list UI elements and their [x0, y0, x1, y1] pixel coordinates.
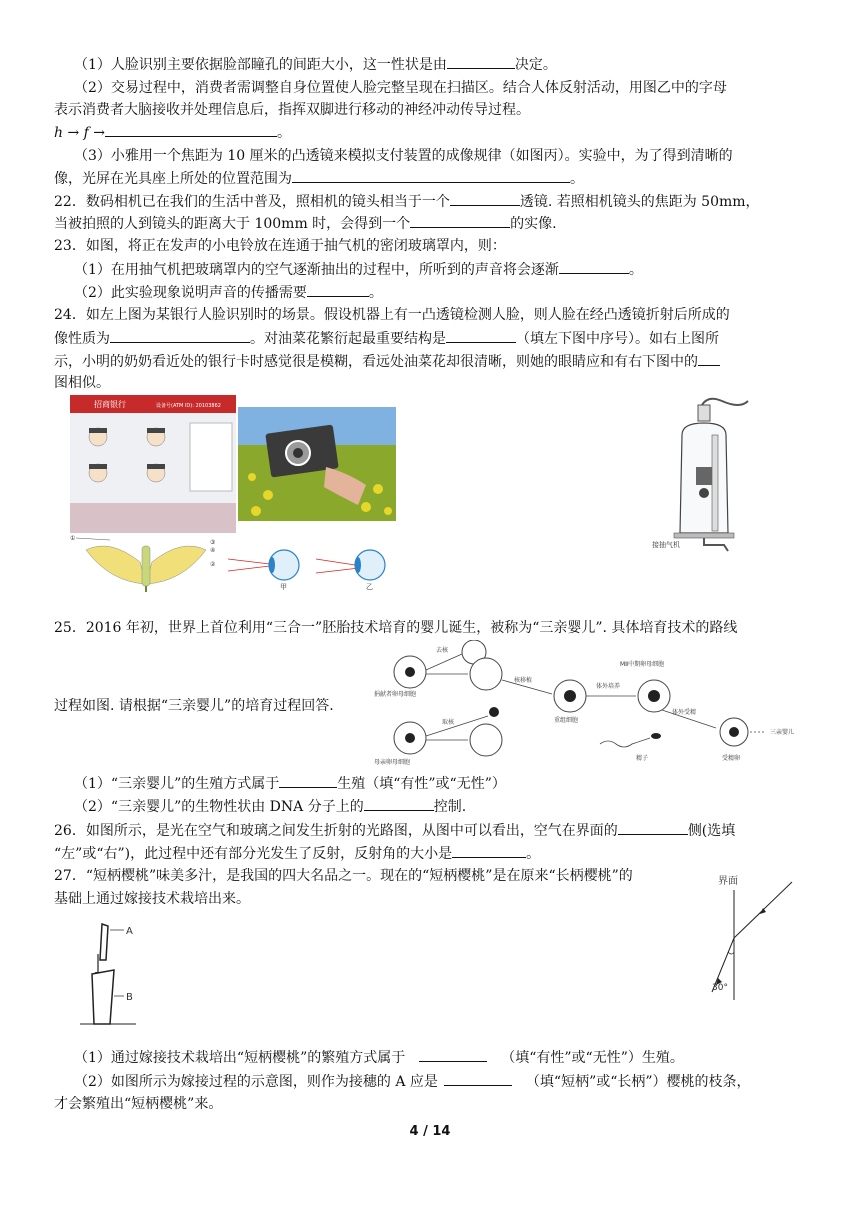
- label-in-vitro-fertilization: 体外受精: [672, 709, 697, 716]
- q27-line1: 27．“短柄樱桃”味美多汁，是我国的四大名品之一。现在的“短柄樱桃”是在原来“长柄樱桃”的: [54, 868, 633, 884]
- answer-blank[interactable]: [452, 843, 526, 858]
- interface-label: 界面: [718, 876, 738, 887]
- answer-blank[interactable]: [446, 328, 516, 343]
- label-in-vitro-culture: 体外培养: [596, 683, 621, 690]
- q21-part2: （2）交易过程中，消费者需调整自身位置使人脸完整呈现在扫描区。结合人体反射活动，用图乙中的字母: [74, 80, 727, 96]
- label-donor-cell: 捐献者卵母细胞: [374, 691, 417, 698]
- q27-part2: （2）如图所示为嫁接过程的示意图，则作为接穗的 A 应是 （填“短柄”或“长柄”）樱桃的枝条，: [74, 1071, 751, 1092]
- q25-line1: 25．2016 年初，世界上首位利用“三合一”胚胎技术培育的婴儿诞生，被称为“三亲婴儿”. 具体培育技术的路线: [54, 620, 738, 636]
- refraction-figure: [706, 872, 804, 1002]
- flower-structure-figure: [70, 532, 222, 592]
- label-three-parent-baby: 三亲婴儿: [770, 729, 795, 736]
- eye-label-yi: 乙: [366, 583, 373, 591]
- bank-face-recognition-photo: [70, 395, 236, 533]
- q24-line2: 像性质为 。对油菜花繁衍起最重要结构是 （填左下图中序号）。如右上图所: [54, 328, 719, 349]
- q21-part2-cont: 表示消费者大脑接收并处理信息后，指挥双脚进行移动的神经冲动传导过程。: [54, 102, 530, 118]
- rootstock-label: B: [126, 992, 133, 1003]
- q23-part2: （2）此实验现象说明声音的传播需要 。: [74, 282, 383, 303]
- answer-blank[interactable]: [447, 54, 515, 69]
- bank-title: 招商银行: [94, 400, 126, 409]
- label-take-nucleus: 取核: [442, 719, 455, 726]
- q24-line3: 示，小明的奶奶看近处的银行卡时感觉很是模糊，看远处油菜花却很清晰，则她的眼睛应和有右下图中的: [54, 351, 720, 372]
- answer-blank[interactable]: [559, 259, 629, 274]
- rapeseed-field-card-photo: [238, 407, 396, 521]
- q21-part2-answer: h → f → 。: [54, 122, 291, 143]
- answer-blank[interactable]: [105, 122, 277, 137]
- q25-part2: （2）“三亲婴儿”的生物性状由 DNA 分子上的 控制.: [74, 796, 466, 817]
- bank-device-id: 设备号(ATM ID): 20103862: [156, 403, 221, 409]
- q21-part3-cont: 像，光屏在光具座上所处的位置范围为 。: [54, 168, 584, 189]
- label-sperm: 精子: [636, 755, 649, 762]
- answer-blank[interactable]: [450, 191, 520, 206]
- label-mother-cell: 母亲卵母细胞: [374, 759, 411, 766]
- answer-blank[interactable]: [444, 1071, 512, 1086]
- eye-diagrams-figure: [228, 545, 388, 591]
- flower-label-4: ④: [210, 547, 216, 554]
- pump-label: 接抽气机: [652, 541, 680, 549]
- label-mii-oocyte: MⅡ中期卵母细胞: [620, 661, 665, 668]
- answer-blank[interactable]: [618, 820, 688, 835]
- answer-blank[interactable]: [292, 168, 570, 183]
- q25-line2: 过程如图. 请根据“三亲婴儿”的培育过程回答.: [54, 698, 334, 714]
- q25-part1: （1）“三亲婴儿”的生殖方式属于 生殖（填“有性”或“无性”）: [74, 773, 506, 794]
- q21-part1: （1）人脸识别主要依据脸部瞳孔的间距大小，这一性状是由 决定。: [74, 54, 557, 75]
- answer-blank[interactable]: [410, 213, 510, 228]
- q22-line2: 当被拍照的人到镜头的距离大于 100mm 时，会得到一个 的实像.: [54, 213, 557, 234]
- label-reconstructed-cell: 重组细胞: [554, 717, 579, 724]
- answer-blank[interactable]: [279, 773, 337, 788]
- q24-line4: 图相似。: [54, 375, 110, 391]
- answer-blank[interactable]: [698, 351, 720, 366]
- answer-blank[interactable]: [110, 328, 250, 343]
- q27-part1: （1）通过嫁接技术栽培出“短柄樱桃”的繁殖方式属于 （填“有性”或“无性”）生殖。: [74, 1047, 684, 1068]
- three-parent-baby-flow-figure: [374, 640, 808, 766]
- page-number: 4 / 14: [409, 1124, 451, 1139]
- answer-blank[interactable]: [419, 1047, 487, 1062]
- answer-blank[interactable]: [307, 282, 369, 297]
- answer-blank[interactable]: [364, 796, 434, 811]
- q26-line2: “左”或“右”)，此过程中还有部分光发生了反射，反射角的大小是 。: [54, 843, 540, 864]
- grafting-figure: [76, 920, 140, 1030]
- q22-line1: 22．数码相机已在我们的生活中普及，照相机的镜头相当于一个 透镜. 若照相机镜头的焦距为 50mm，: [54, 191, 760, 212]
- flower-label-3: ③: [210, 539, 216, 546]
- bell-jar-pump-figure: [652, 395, 762, 560]
- q26-line1: 26．如图所示，是光在空气和玻璃之间发生折射的光路图，从图中可以看出，空气在界面的 侧(选填: [54, 820, 735, 841]
- q27-part2-cont: 才会繁殖出“短柄樱桃”来。: [54, 1096, 223, 1112]
- scion-label: A: [126, 926, 133, 937]
- label-nuclear-transfer: 核移植: [514, 677, 533, 684]
- q23-line1: 23．如图，将正在发声的小电铃放在连通于抽气机的密闭玻璃罩内，则：: [54, 238, 506, 254]
- q21-part3: （3）小雅用一个焦距为 10 厘米的凸透镜来模拟支付装置的成像规律（如图丙）。实验中，为了得到清晰的: [74, 148, 733, 164]
- flower-label-1: ①: [70, 535, 76, 542]
- flower-label-2: ②: [210, 561, 216, 568]
- label-zygote: 受精卵: [722, 755, 741, 762]
- eye-label-jia: 甲: [280, 583, 287, 591]
- q24-line1: 24．如左上图为某银行人脸识别时的场景。假设机器上有一凸透镜检测人脸，则人脸在经凸透镜折射后所成的: [54, 307, 730, 323]
- angle-label: 30°: [712, 983, 728, 993]
- label-remove-nucleus: 去核: [436, 647, 449, 654]
- q27-line2: 基础上通过嫁接技术栽培出来。: [54, 891, 250, 907]
- q23-part1: （1）在用抽气机把玻璃罩内的空气逐渐抽出的过程中，所听到的声音将会逐渐 。: [74, 259, 643, 280]
